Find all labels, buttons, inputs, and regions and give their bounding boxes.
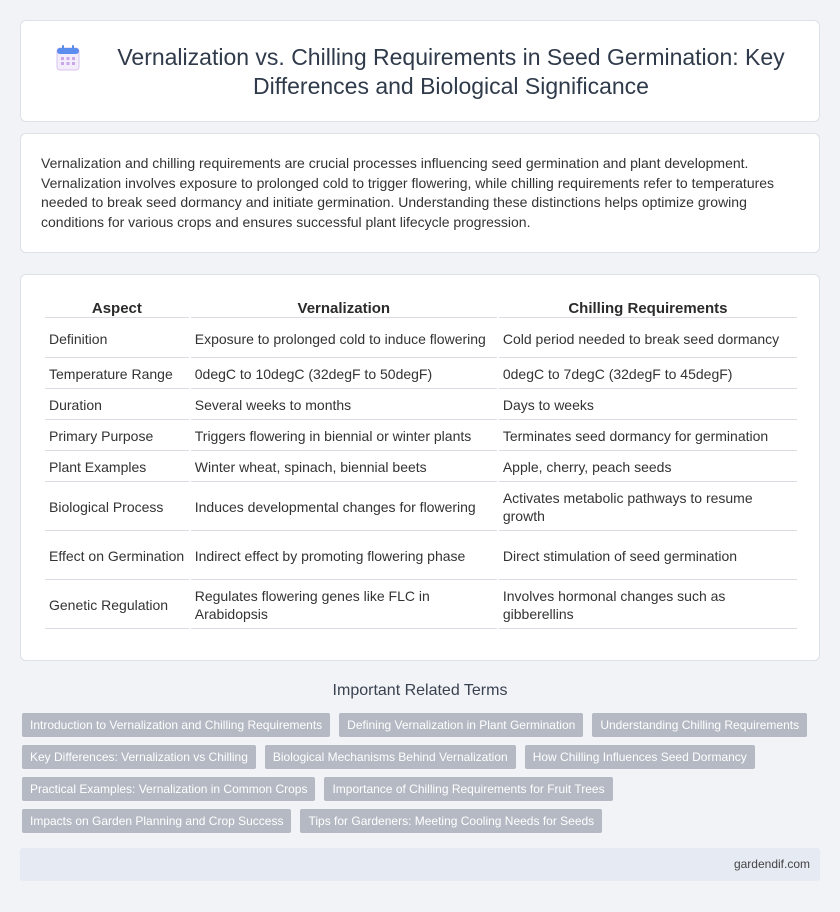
table-cell: Regulates flowering genes like FLC in Arabidopsis bbox=[191, 582, 497, 629]
comparison-table bbox=[43, 297, 799, 631]
table-cell: Involves hormonal changes such as gibberellins bbox=[499, 582, 797, 629]
related-term-tag[interactable]: Biological Mechanisms Behind Vernalization bbox=[265, 745, 516, 769]
table-cell: Primary Purpose bbox=[45, 422, 189, 451]
related-term-tag[interactable]: Understanding Chilling Requirements bbox=[592, 713, 807, 737]
related-term-tag[interactable]: Tips for Gardeners: Meeting Cooling Needs for Seeds bbox=[300, 809, 602, 833]
intro-card bbox=[20, 133, 820, 253]
related-term-tag[interactable]: How Chilling Influences Seed Dormancy bbox=[525, 745, 755, 769]
table-row bbox=[45, 320, 797, 358]
table-cell: Activates metabolic pathways to resume growth bbox=[499, 484, 797, 531]
comparison-card bbox=[20, 274, 820, 661]
table-cell: Indirect effect by promoting flowering phase bbox=[191, 533, 497, 580]
related-term-tag[interactable]: Key Differences: Vernalization vs Chilling bbox=[22, 745, 256, 769]
table-row bbox=[45, 484, 797, 531]
table-cell: Temperature Range bbox=[45, 360, 189, 389]
related-terms-list bbox=[22, 713, 822, 841]
related-terms-heading: Important Related Terms bbox=[332, 682, 508, 699]
table-cell: Several weeks to months bbox=[191, 391, 497, 420]
table-cell: 0degC to 10degC (32degF to 50degF) bbox=[191, 360, 497, 389]
table-cell: Exposure to prolonged cold to induce flowering bbox=[191, 320, 497, 358]
table-cell: Plant Examples bbox=[45, 453, 189, 482]
column-header: Chilling Requirements bbox=[499, 299, 797, 318]
table-row bbox=[45, 360, 797, 389]
table-cell: Triggers flowering in biennial or winter plants bbox=[191, 422, 497, 451]
page-title: Vernalization vs. Chilling Requirements in Seed Germination: Key Differences and Biological Significance bbox=[117, 44, 785, 99]
table-cell: Winter wheat, spinach, biennial beets bbox=[191, 453, 497, 482]
related-term-tag[interactable]: Introduction to Vernalization and Chilling Requirements bbox=[22, 713, 330, 737]
table-header-row bbox=[45, 299, 797, 318]
table-cell: Effect on Germination bbox=[45, 533, 189, 580]
column-header: Vernalization bbox=[191, 299, 497, 318]
table-cell: Days to weeks bbox=[499, 391, 797, 420]
table-cell: Cold period needed to break seed dormancy bbox=[499, 320, 797, 358]
title-card bbox=[20, 20, 820, 122]
table-row bbox=[45, 422, 797, 451]
footer-site-link[interactable]: gardendif.com bbox=[733, 857, 810, 871]
table-row bbox=[45, 582, 797, 629]
table-row bbox=[45, 453, 797, 482]
footer bbox=[20, 848, 820, 881]
table-cell: Biological Process bbox=[45, 484, 189, 531]
table-cell: Induces developmental changes for flowering bbox=[191, 484, 497, 531]
intro-paragraph: Vernalization and chilling requirements are crucial processes influencing seed germination and plant development. Vernalization involves exposure to prolonged cold to trigger flowering, while chilling requirements refer to temperatures needed to break seed dormancy and initiate germination. Understanding these distinctions helps optimize growing conditions for various crops and ensures successful plant lifecycle progression. bbox=[41, 155, 775, 230]
table-cell: Duration bbox=[45, 391, 189, 420]
table-row bbox=[45, 533, 797, 580]
related-term-tag[interactable]: Importance of Chilling Requirements for Fruit Trees bbox=[324, 777, 612, 801]
table-cell: 0degC to 7degC (32degF to 45degF) bbox=[499, 360, 797, 389]
table-cell: Direct stimulation of seed germination bbox=[499, 533, 797, 580]
related-term-tag[interactable]: Defining Vernalization in Plant Germination bbox=[339, 713, 583, 737]
table-cell: Definition bbox=[45, 320, 189, 358]
table-cell: Genetic Regulation bbox=[45, 582, 189, 629]
related-term-tag[interactable]: Practical Examples: Vernalization in Common Crops bbox=[22, 777, 315, 801]
related-term-tag[interactable]: Impacts on Garden Planning and Crop Success bbox=[22, 809, 291, 833]
calendar-icon bbox=[56, 45, 80, 71]
table-cell: Apple, cherry, peach seeds bbox=[499, 453, 797, 482]
table-row bbox=[45, 391, 797, 420]
column-header: Aspect bbox=[45, 299, 189, 318]
table-cell: Terminates seed dormancy for germination bbox=[499, 422, 797, 451]
